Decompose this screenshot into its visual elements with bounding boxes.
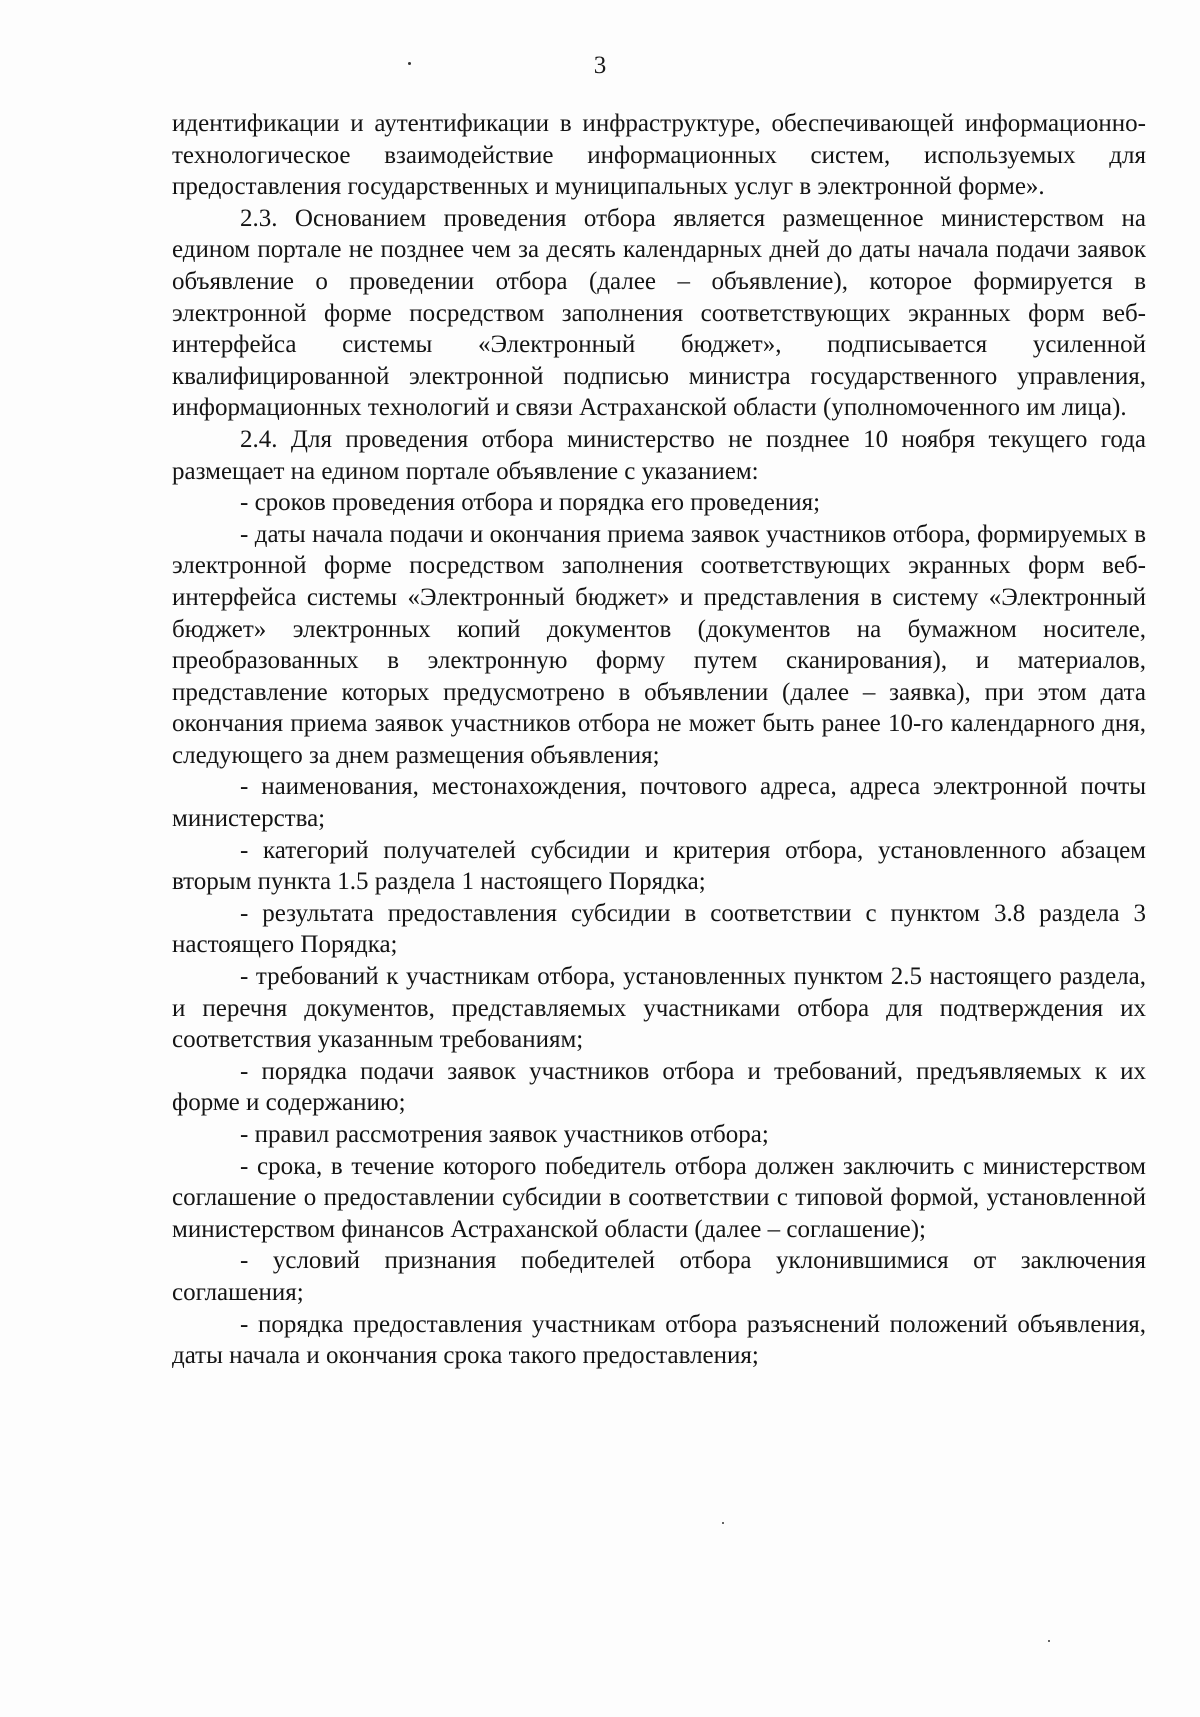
paragraph-2-3: 2.3. Основанием проведения отбора является размещенное министерством на едином портале не позднее чем за десять календарных дней до даты начала подачи заявок объявление о проведении отбора (далее – объявление), которое формируется в электронной форме посредством заполнения соответствующих экранных форм веб-интерфейса системы «Электронный бюджет», подписывается усиленной квалифицированной электронной подписью министра государственного управления, информационных технологий и связи Астраханской области (уполномоченного им лица).	[172, 204, 1146, 422]
scan-speck	[722, 1522, 724, 1524]
list-item-ministry-address: - наименования, местонахождения, почтового адреса, адреса электронной почты министерства;	[172, 773, 1146, 833]
list-item-result: - результата предоставления субсидии в соответствии с пунктом 3.8 раздела 3 настоящего Порядка;	[172, 899, 1146, 959]
list-item-evasion-conditions: - условий признания победителей отбора уклонившимися от заключения соглашения;	[172, 1247, 1146, 1306]
paragraph-2-4: 2.4. Для проведения отбора министерство не позднее 10 ноября текущего года размещает на едином портале объявление с указанием:	[172, 425, 1146, 485]
list-item-submission-order: - порядка подачи заявок участников отбора и требований, предъявляемых к их форме и содержанию;	[172, 1057, 1146, 1117]
list-item-clarifications: - порядка предоставления участникам отбора разъяснений положений объявления, даты начала и окончания срока такого предоставления;	[172, 1310, 1146, 1370]
scan-speck	[1048, 1640, 1050, 1642]
list-item-dates: - даты начала подачи и окончания приема заявок участников отбора, формируемых в электронной форме посредством заполнения соответствующих экранных форм веб-интерфейса системы «Электронный бюджет» и представления в систему «Электронный бюджет» электронных копий документов (документов на бумажном носителе, преобразованных в электронную форму путем сканирования), и материалов, представление которых предусмотрено в объявлении (далее – заявка), при этом дата окончания приема заявок участников отбора не может быть ранее 10-го календарного дня, следующего за днем размещения объявления;	[172, 520, 1146, 769]
list-item-categories: - категорий получателей субсидии и критерия отбора, установленного абзацем вторым пункта 1.5 раздела 1 настоящего Порядка;	[172, 836, 1146, 896]
list-item-terms: - сроков проведения отбора и порядка его проведения;	[240, 489, 821, 517]
list-item-agreement-term: - срока, в течение которого победитель отбора должен заключить с министерством соглашение о предоставлении субсидии в соответствии с типовой формой, установленной министерством финансов Астраханской области (далее – соглашение);	[172, 1152, 1146, 1243]
document-body	[172, 108, 1146, 1372]
list-item-requirements: - требований к участникам отбора, установленных пунктом 2.5 настоящего раздела, и перечня документов, представляемых участниками отбора для подтверждения их соответствия указанным требованиям;	[172, 963, 1146, 1054]
paragraph-continuation: идентификации и аутентификации в инфраструктуре, обеспечивающей информационно-технологическое взаимодействие информационных систем, используемых для предоставления государственных и муниципальных услуг в электронной форме».	[172, 110, 1146, 201]
page-number: 3	[593, 52, 607, 79]
list-item-review-rules: - правил рассмотрения заявок участников отбора;	[240, 1121, 769, 1148]
